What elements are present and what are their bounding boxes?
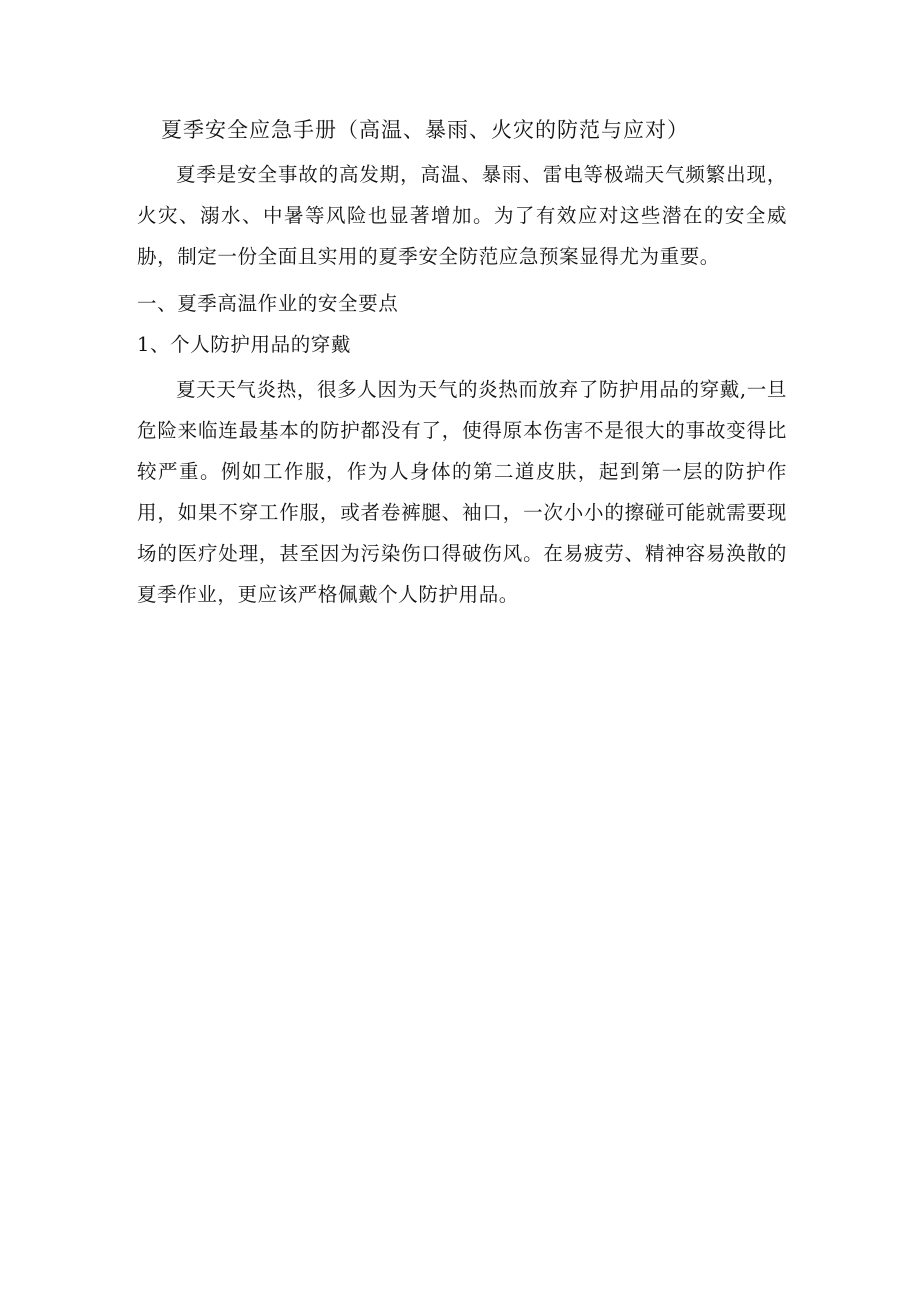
section-heading: 一、夏季高温作业的安全要点 [137, 292, 399, 315]
intro-paragraph: 夏季是安全事故的高发期，高温、暴雨、雷电等极端天气频繁出现，火灾、溺水、中暑等风险也显著增加。为了有效应对这些潜在的安全威胁，制定一份全面且实用的夏季安全防范应急预案显得尤为重要。 [137, 163, 787, 268]
document-content [137, 112, 787, 615]
subsection-heading: 1、个人防护用品的穿戴 [137, 333, 352, 356]
document-title: 夏季安全应急手册（高温、暴雨、火灾的防范与应对） [161, 118, 689, 142]
subsection-body-paragraph: 夏天天气炎热，很多人因为天气的炎热而放弃了防护用品的穿戴,一旦危险来临连最基本的防护都没有了，使得原本伤害不是很大的事故变得比较严重。例如工作服，作为人身体的第二道皮肤，起到第一层的防护作用，如果不穿工作服，或者卷裤腿、袖口，一次小小的擦碰可能就需要现场的医疗处理，甚至因为污染伤口得破伤风。在易疲劳、精神容易涣散的夏季作业，更应该严格佩戴个人防护用品。 [137, 378, 787, 606]
